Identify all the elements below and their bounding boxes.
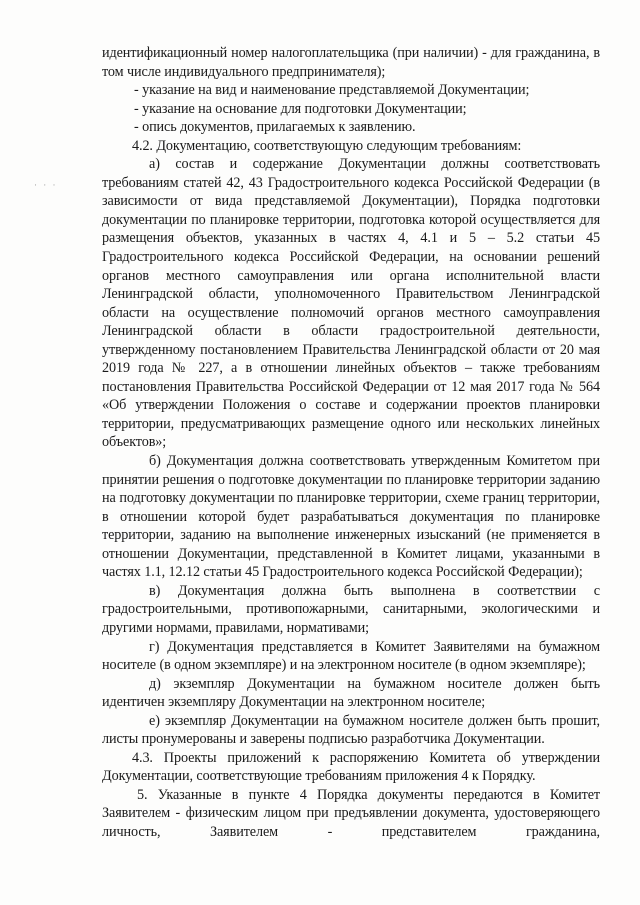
requirement-g: г) Документация представляется в Комитет Заявителями на бумажном носителе (в одном экземпляре) и на электронном носителе (в одном экземпляре); <box>102 638 600 674</box>
list-item-documentation-type: - указание на вид и наименование представляемой Документации; <box>134 82 530 99</box>
scan-margin-mark: · · · <box>34 180 58 190</box>
list-item-document-inventory: - опись документов, прилагаемых к заявлению. <box>134 119 416 136</box>
section-5: 5. Указанные в пункте 4 Порядка документы передаются в Комитет Заявителем - физическим лицом при предъявлении документа, удостоверяющего личность, Заявителем - представителем гражданина, <box>102 786 600 840</box>
requirement-a: а) состав и содержание Документации должны соответствовать требованиям статей 42, 43 Градостроительного кодекса Российской Федерации (в зависимости от вида представляемой Документации), Порядка подготовки документации по планировке территории, подготовка которой осуществляется для размещения объектов, указанных в частях 4, 4.1 и 5 – 5.2 статьи 45 Градостроительного кодекса Российской Федерации, на основании решений органов местного самоуправления или органа исполнительной власти Ленинградской области, уполномоченного Правительством Ленинградской области на осуществление полномочий органов местного самоуправления Ленинградской области в области градостроительной деятельности, утвержденному постановлением Правительства Ленинградской области от 20 мая 2019 года № 227, а в отношении линейных объектов – также требованиям постановления Правительства Российской Федерации от 12 мая 2017 года № 564 «Об утверждении Положения о составе и содержании проектов планировки территории, предусматривающих размещение одного или нескольких линейных объектов»; <box>102 156 600 451</box>
paragraph-applicant-inn: идентификационный номер налогоплательщика (при наличии) - для гражданина, в том числе индивидуального предпринимателя); <box>102 45 600 80</box>
requirement-e: е) экземпляр Документации на бумажном носителе должен быть прошит, листы пронумерованы и заверены подписью разработчика Документации. <box>102 712 600 748</box>
list-item-documentation-basis: - указание на основание для подготовки Документации; <box>134 100 467 117</box>
requirement-v: в) Документация должна быть выполнена в соответствии с градостроительными, противопожарными, санитарными, экологическими и другими нормами, правилами, нормативами; <box>102 582 600 636</box>
section-4-3: 4.3. Проекты приложений к распоряжению Комитета об утверждении Документации, соответствующие требованиям приложения 4 к Порядку. <box>102 749 600 785</box>
document-body <box>102 44 600 842</box>
requirement-b: б) Документация должна соответствовать утвержденным Комитетом при принятии решения о подготовке документации по планировке территории заданию на подготовку документации по планировке территории, схеме границ территории, в отношении которой будет разрабатываться документация по планировке территории, заданию на выполнение инженерных изысканий (не применяется в отношении Документации, представленной в Комитет лицами, указанными в частях 1.1, 12.12 статьи 45 Градостроительного кодекса Российской Федерации); <box>102 453 600 581</box>
section-4-2-heading: 4.2. Документацию, соответствующую следующим требованиям: <box>132 137 522 154</box>
requirement-d: д) экземпляр Документации на бумажном носителе должен быть идентичен экземпляру Документации на электронном носителе; <box>102 675 600 711</box>
